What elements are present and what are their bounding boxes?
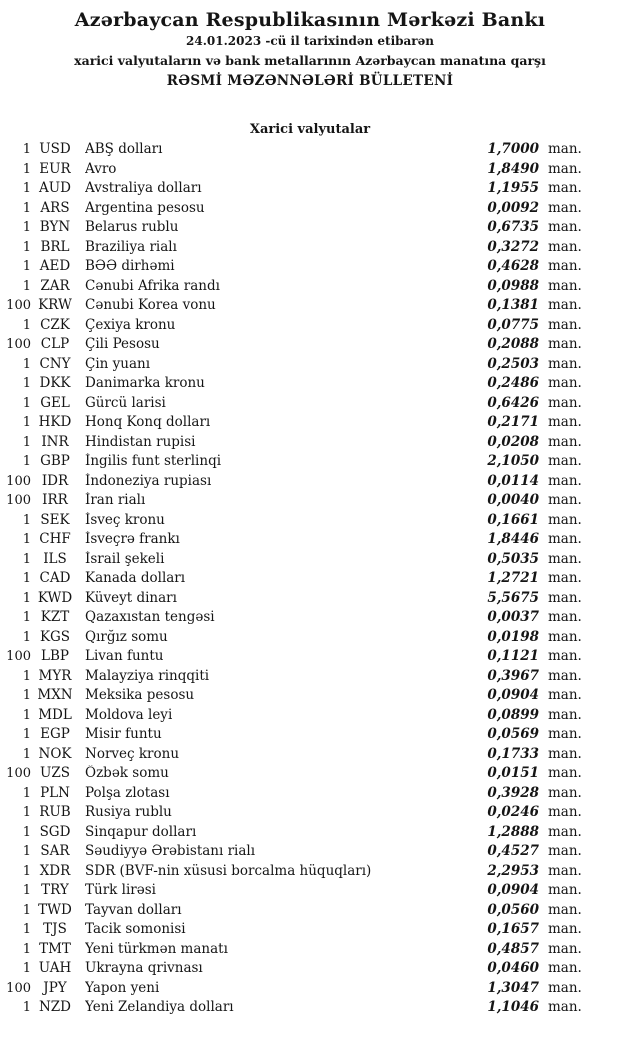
row-code: TJS bbox=[43, 921, 67, 937]
row-name: İran rialı bbox=[85, 492, 146, 508]
table-row bbox=[0, 785, 588, 805]
row-code: XDR bbox=[39, 862, 71, 879]
row-qty: 1 bbox=[22, 863, 31, 879]
row-unit: man. bbox=[548, 784, 582, 801]
row-name: İndoneziya rupiası bbox=[85, 472, 212, 489]
table-row bbox=[0, 726, 588, 746]
table-row bbox=[0, 239, 588, 259]
row-qty: 1 bbox=[22, 454, 31, 469]
table-row bbox=[0, 531, 588, 551]
table-row bbox=[0, 551, 588, 571]
row-rate: 0,0246 bbox=[487, 804, 539, 820]
row-name: Qazaxıstan tengəsi bbox=[85, 609, 215, 625]
row-name: Özbək somu bbox=[85, 765, 169, 781]
row-unit: man. bbox=[548, 297, 582, 313]
row-code: ILS bbox=[43, 550, 67, 567]
row-qty: 1 bbox=[22, 415, 31, 430]
table-row bbox=[0, 414, 588, 434]
table-row bbox=[0, 161, 588, 181]
row-rate: 0,2088 bbox=[487, 336, 539, 352]
row-qty: 1 bbox=[22, 512, 31, 528]
row-qty: 1 bbox=[22, 668, 31, 684]
table-row bbox=[0, 687, 588, 707]
row-code: MXN bbox=[37, 687, 73, 703]
row-unit: man. bbox=[548, 160, 582, 177]
row-rate: 0,0899 bbox=[487, 706, 539, 723]
row-name: Çexiya kronu bbox=[85, 316, 176, 333]
row-unit: man. bbox=[548, 277, 582, 294]
row-code: EUR bbox=[39, 160, 71, 177]
row-name: İsveçrə frankı bbox=[85, 531, 180, 547]
row-qty: 1 bbox=[22, 181, 31, 196]
row-name: Ukrayna qrivnası bbox=[85, 960, 203, 976]
row-code: NOK bbox=[38, 745, 72, 762]
table-row bbox=[0, 980, 588, 1000]
row-rate: 1,2721 bbox=[487, 570, 539, 586]
row-unit: man. bbox=[548, 355, 582, 372]
row-code: PLN bbox=[40, 784, 70, 801]
row-qty: 100 bbox=[6, 298, 31, 313]
row-name: Livan funtu bbox=[85, 648, 164, 664]
row-unit: man. bbox=[548, 979, 582, 996]
table-row bbox=[0, 356, 588, 376]
row-rate: 0,0092 bbox=[487, 199, 539, 216]
row-code: MYR bbox=[38, 667, 72, 684]
row-rate: 0,6426 bbox=[487, 394, 539, 411]
row-code: KZT bbox=[40, 609, 70, 625]
row-rate: 5,5675 bbox=[487, 589, 539, 606]
bank-name-title: Azərbaycan Respublikasının Mərkəzi Bankı bbox=[74, 9, 546, 31]
row-qty: 1 bbox=[22, 785, 31, 801]
row-name: Rusiya rublu bbox=[85, 804, 172, 820]
row-rate: 0,0037 bbox=[487, 609, 539, 625]
row-code: CNY bbox=[39, 355, 71, 372]
row-qty: 1 bbox=[22, 434, 31, 450]
row-rate: 0,3967 bbox=[487, 667, 539, 684]
table-row bbox=[0, 590, 588, 610]
row-name: Danimarka kronu bbox=[85, 375, 205, 391]
row-qty: 1 bbox=[22, 629, 31, 645]
row-name: İngilis funt sterlinqi bbox=[85, 453, 222, 469]
row-code: SAR bbox=[40, 843, 70, 859]
row-code: DKK bbox=[39, 375, 71, 391]
table-row bbox=[0, 434, 588, 454]
row-code: SEK bbox=[40, 511, 70, 528]
row-qty: 100 bbox=[6, 649, 31, 664]
table-row bbox=[0, 395, 588, 415]
row-code: KGS bbox=[39, 628, 71, 645]
table-row bbox=[0, 492, 588, 512]
row-qty: 1 bbox=[22, 376, 31, 391]
row-unit: man. bbox=[548, 706, 582, 723]
row-name: Malayziya rinqqiti bbox=[85, 667, 210, 684]
row-unit: man. bbox=[548, 238, 582, 255]
row-rate: 0,1661 bbox=[487, 511, 539, 528]
row-rate: 0,0775 bbox=[487, 316, 539, 333]
row-unit: man. bbox=[548, 258, 582, 274]
row-rate: 1,2888 bbox=[487, 823, 539, 840]
row-name: Cənubi Afrika randı bbox=[85, 277, 220, 294]
row-qty: 1 bbox=[22, 317, 31, 333]
row-unit: man. bbox=[548, 453, 582, 469]
row-qty: 1 bbox=[22, 941, 31, 957]
row-unit: man. bbox=[548, 960, 582, 976]
table-row bbox=[0, 336, 588, 356]
table-row bbox=[0, 746, 588, 766]
row-qty: 1 bbox=[22, 551, 31, 567]
row-name: Çili Pesosu bbox=[85, 336, 160, 352]
row-qty: 1 bbox=[22, 220, 31, 235]
table-row bbox=[0, 473, 588, 493]
row-unit: man. bbox=[548, 492, 582, 508]
table-row bbox=[0, 570, 588, 590]
row-name: Tacik somonisi bbox=[85, 921, 186, 937]
row-rate: 0,0460 bbox=[487, 960, 539, 976]
table-row bbox=[0, 668, 588, 688]
row-code: UZS bbox=[39, 765, 70, 781]
row-rate: 1,3047 bbox=[487, 979, 539, 996]
row-rate: 0,0151 bbox=[487, 765, 539, 781]
row-code: SGD bbox=[39, 823, 71, 840]
row-name: Hindistan rupisi bbox=[85, 433, 196, 450]
row-unit: man. bbox=[548, 667, 582, 684]
bulletin-header bbox=[0, 0, 620, 92]
row-unit: man. bbox=[548, 472, 582, 489]
row-qty: 1 bbox=[22, 746, 31, 762]
row-code: KRW bbox=[38, 297, 72, 313]
row-qty: 1 bbox=[22, 688, 31, 703]
row-qty: 1 bbox=[22, 727, 31, 742]
row-rate: 1,8490 bbox=[487, 160, 539, 177]
row-qty: 1 bbox=[22, 610, 31, 625]
row-unit: man. bbox=[548, 648, 582, 664]
row-qty: 1 bbox=[22, 532, 31, 547]
row-qty: 1 bbox=[22, 278, 31, 294]
row-rate: 2,2953 bbox=[487, 862, 539, 879]
row-unit: man. bbox=[548, 823, 582, 840]
row-code: GBP bbox=[40, 453, 70, 469]
row-rate: 0,4857 bbox=[487, 940, 539, 957]
row-name: Qırğız somu bbox=[85, 628, 168, 645]
row-rate: 0,0904 bbox=[487, 687, 539, 703]
row-unit: man. bbox=[548, 940, 582, 957]
row-code: IDR bbox=[41, 472, 69, 489]
row-name: Tayvan dolları bbox=[85, 901, 182, 918]
row-rate: 2,1050 bbox=[487, 453, 539, 469]
row-unit: man. bbox=[548, 180, 582, 196]
row-name: Argentina pesosu bbox=[85, 199, 205, 216]
row-unit: man. bbox=[548, 570, 582, 586]
row-qty: 100 bbox=[6, 337, 31, 352]
table-row bbox=[0, 375, 588, 395]
row-unit: man. bbox=[548, 199, 582, 216]
row-name: Çin yuanı bbox=[85, 355, 151, 372]
row-name: Meksika pesosu bbox=[85, 687, 195, 703]
row-unit: man. bbox=[548, 219, 582, 235]
row-qty: 1 bbox=[22, 571, 31, 586]
row-rate: 0,0569 bbox=[487, 726, 539, 742]
row-unit: man. bbox=[548, 433, 582, 450]
row-name: SDR (BVF-nin xüsusi borcalma hüquqları) bbox=[85, 862, 372, 879]
effective-date-line: 24.01.2023 -cü il tarixindən etibarən bbox=[186, 34, 434, 48]
row-rate: 0,1381 bbox=[487, 297, 539, 313]
table-row bbox=[0, 648, 588, 668]
row-qty: 100 bbox=[6, 980, 31, 996]
row-rate: 0,4628 bbox=[487, 258, 539, 274]
row-qty: 1 bbox=[22, 883, 31, 898]
row-rate: 0,0904 bbox=[487, 882, 539, 898]
row-name: ABŞ dolları bbox=[85, 141, 163, 157]
row-rate: 1,7000 bbox=[487, 141, 539, 157]
row-unit: man. bbox=[548, 901, 582, 918]
row-code: BRL bbox=[40, 238, 70, 255]
section-title-foreign-currencies: Xarici valyutalar bbox=[249, 122, 371, 137]
row-unit: man. bbox=[548, 628, 582, 645]
table-row bbox=[0, 297, 588, 317]
row-unit: man. bbox=[548, 804, 582, 820]
table-row bbox=[0, 921, 588, 941]
row-rate: 1,1046 bbox=[487, 999, 539, 1015]
table-row bbox=[0, 707, 588, 727]
table-row bbox=[0, 882, 588, 902]
table-row bbox=[0, 317, 588, 337]
row-unit: man. bbox=[548, 589, 582, 606]
row-name: İsveç kronu bbox=[85, 511, 165, 528]
row-qty: 1 bbox=[22, 961, 31, 976]
row-rate: 0,0114 bbox=[487, 472, 539, 489]
table-row bbox=[0, 960, 588, 980]
row-code: RUB bbox=[39, 804, 71, 820]
row-name: Cənubi Korea vonu bbox=[85, 297, 216, 313]
row-code: KWD bbox=[37, 589, 73, 606]
row-unit: man. bbox=[548, 843, 582, 859]
row-code: USD bbox=[39, 141, 71, 157]
row-name: BƏƏ dirhəmi bbox=[85, 258, 175, 274]
row-name: Belarus rublu bbox=[85, 219, 179, 235]
row-rate: 0,3928 bbox=[487, 784, 539, 801]
table-row bbox=[0, 141, 588, 161]
row-unit: man. bbox=[548, 765, 582, 781]
row-name: Gürcü larisi bbox=[85, 394, 166, 411]
row-rate: 0,0198 bbox=[487, 628, 539, 645]
row-code: ARS bbox=[40, 199, 70, 216]
row-unit: man. bbox=[548, 550, 582, 567]
row-name: Küveyt dinarı bbox=[85, 589, 177, 606]
row-qty: 1 bbox=[22, 356, 31, 372]
row-code: EGP bbox=[40, 726, 70, 742]
row-qty: 100 bbox=[6, 473, 31, 489]
row-code: NZD bbox=[38, 999, 72, 1015]
row-code: HKD bbox=[38, 414, 72, 430]
row-code: ZAR bbox=[40, 277, 70, 294]
table-row bbox=[0, 609, 588, 629]
row-rate: 0,0208 bbox=[487, 433, 539, 450]
row-qty: 1 bbox=[22, 590, 31, 606]
row-name: Yeni Zelandiya dolları bbox=[85, 999, 234, 1015]
row-unit: man. bbox=[548, 862, 582, 879]
row-code: MDL bbox=[38, 706, 72, 723]
row-code: BYN bbox=[39, 219, 71, 235]
row-unit: man. bbox=[548, 921, 582, 937]
row-qty: 1 bbox=[22, 395, 31, 411]
row-name: Avro bbox=[85, 160, 117, 177]
row-code: CLP bbox=[40, 336, 70, 352]
row-unit: man. bbox=[548, 687, 582, 703]
row-rate: 0,1733 bbox=[487, 745, 539, 762]
table-row bbox=[0, 180, 588, 200]
table-row bbox=[0, 219, 588, 239]
row-rate: 0,5035 bbox=[487, 550, 539, 567]
row-code: TMT bbox=[39, 940, 71, 957]
table-row bbox=[0, 941, 588, 961]
row-name: Səudiyyə Ərəbistanı rialı bbox=[85, 843, 256, 859]
row-qty: 1 bbox=[22, 200, 31, 216]
row-code: UAH bbox=[38, 960, 72, 976]
row-name: Yapon yeni bbox=[85, 979, 160, 996]
row-unit: man. bbox=[548, 726, 582, 742]
row-qty: 1 bbox=[22, 707, 31, 723]
row-qty: 100 bbox=[6, 493, 31, 508]
row-name: Honq Konq dolları bbox=[85, 414, 211, 430]
table-row bbox=[0, 999, 588, 1019]
row-rate: 0,1657 bbox=[487, 921, 539, 937]
row-code: CZK bbox=[40, 316, 70, 333]
row-qty: 1 bbox=[22, 1000, 31, 1015]
row-unit: man. bbox=[548, 609, 582, 625]
row-code: CHF bbox=[39, 531, 71, 547]
row-name: Moldova leyi bbox=[85, 706, 173, 723]
row-name: Kanada dolları bbox=[85, 570, 186, 586]
row-unit: man. bbox=[548, 999, 582, 1015]
row-rate: 0,0040 bbox=[487, 492, 539, 508]
row-rate: 0,2503 bbox=[487, 355, 539, 372]
row-unit: man. bbox=[548, 882, 582, 898]
table-row bbox=[0, 453, 588, 473]
row-rate: 1,1955 bbox=[487, 180, 539, 196]
table-row bbox=[0, 804, 588, 824]
row-name: Sinqapur dolları bbox=[85, 823, 197, 840]
table-row bbox=[0, 843, 588, 863]
bulletin-subtitle: xarici valyutaların və bank metallarının Azərbaycan manatına qarşı bbox=[74, 53, 546, 68]
row-rate: 1,8446 bbox=[487, 531, 539, 547]
row-rate: 0,4527 bbox=[487, 843, 539, 859]
row-rate: 0,6735 bbox=[487, 219, 539, 235]
row-rate: 0,0560 bbox=[487, 901, 539, 918]
row-code: IRR bbox=[42, 492, 68, 508]
row-qty: 1 bbox=[22, 844, 31, 859]
table-row bbox=[0, 512, 588, 532]
row-code: AED bbox=[39, 258, 71, 274]
rates-table-body bbox=[0, 141, 620, 1019]
table-row bbox=[0, 824, 588, 844]
table-row bbox=[0, 200, 588, 220]
row-name: Yeni türkmən manatı bbox=[85, 940, 228, 957]
row-unit: man. bbox=[548, 141, 582, 157]
row-unit: man. bbox=[548, 394, 582, 411]
row-rate: 0,2486 bbox=[487, 375, 539, 391]
row-code: CAD bbox=[39, 570, 71, 586]
row-unit: man. bbox=[548, 336, 582, 352]
row-unit: man. bbox=[548, 511, 582, 528]
table-row bbox=[0, 258, 588, 278]
row-code: TWD bbox=[38, 901, 72, 918]
row-name: İsrail şekeli bbox=[85, 550, 165, 567]
row-name: Polşa zlotası bbox=[85, 784, 170, 801]
row-unit: man. bbox=[548, 531, 582, 547]
row-unit: man. bbox=[548, 745, 582, 762]
table-row bbox=[0, 902, 588, 922]
row-name: Misir funtu bbox=[85, 726, 162, 742]
row-qty: 1 bbox=[22, 259, 31, 274]
row-code: JPY bbox=[43, 979, 67, 996]
row-unit: man. bbox=[548, 316, 582, 333]
row-qty: 1 bbox=[22, 824, 31, 840]
row-name: Türk lirəsi bbox=[85, 882, 156, 898]
row-unit: man. bbox=[548, 375, 582, 391]
row-code: GEL bbox=[40, 394, 70, 411]
table-row bbox=[0, 278, 588, 298]
row-unit: man. bbox=[548, 414, 582, 430]
row-code: TRY bbox=[41, 882, 69, 898]
row-qty: 1 bbox=[22, 161, 31, 177]
row-rate: 0,1121 bbox=[487, 648, 539, 664]
table-row bbox=[0, 629, 588, 649]
row-name: Avstraliya dolları bbox=[85, 180, 202, 196]
row-code: INR bbox=[41, 433, 69, 450]
row-name: Braziliya rialı bbox=[85, 238, 177, 255]
row-rate: 0,0988 bbox=[487, 277, 539, 294]
row-qty: 100 bbox=[6, 766, 31, 781]
row-code: LBP bbox=[41, 648, 69, 664]
row-rate: 0,3272 bbox=[487, 238, 539, 255]
row-qty: 1 bbox=[22, 142, 31, 157]
table-row bbox=[0, 765, 588, 785]
row-rate: 0,2171 bbox=[487, 414, 539, 430]
row-code: AUD bbox=[39, 180, 71, 196]
row-qty: 1 bbox=[22, 805, 31, 820]
row-name: Norveç kronu bbox=[85, 745, 180, 762]
bulletin-title: RƏSMİ MƏZƏNNƏLƏRİ BÜLLETENİ bbox=[166, 73, 454, 89]
table-row bbox=[0, 863, 588, 883]
row-qty: 1 bbox=[22, 902, 31, 918]
row-qty: 1 bbox=[22, 922, 31, 937]
row-qty: 1 bbox=[22, 239, 31, 255]
